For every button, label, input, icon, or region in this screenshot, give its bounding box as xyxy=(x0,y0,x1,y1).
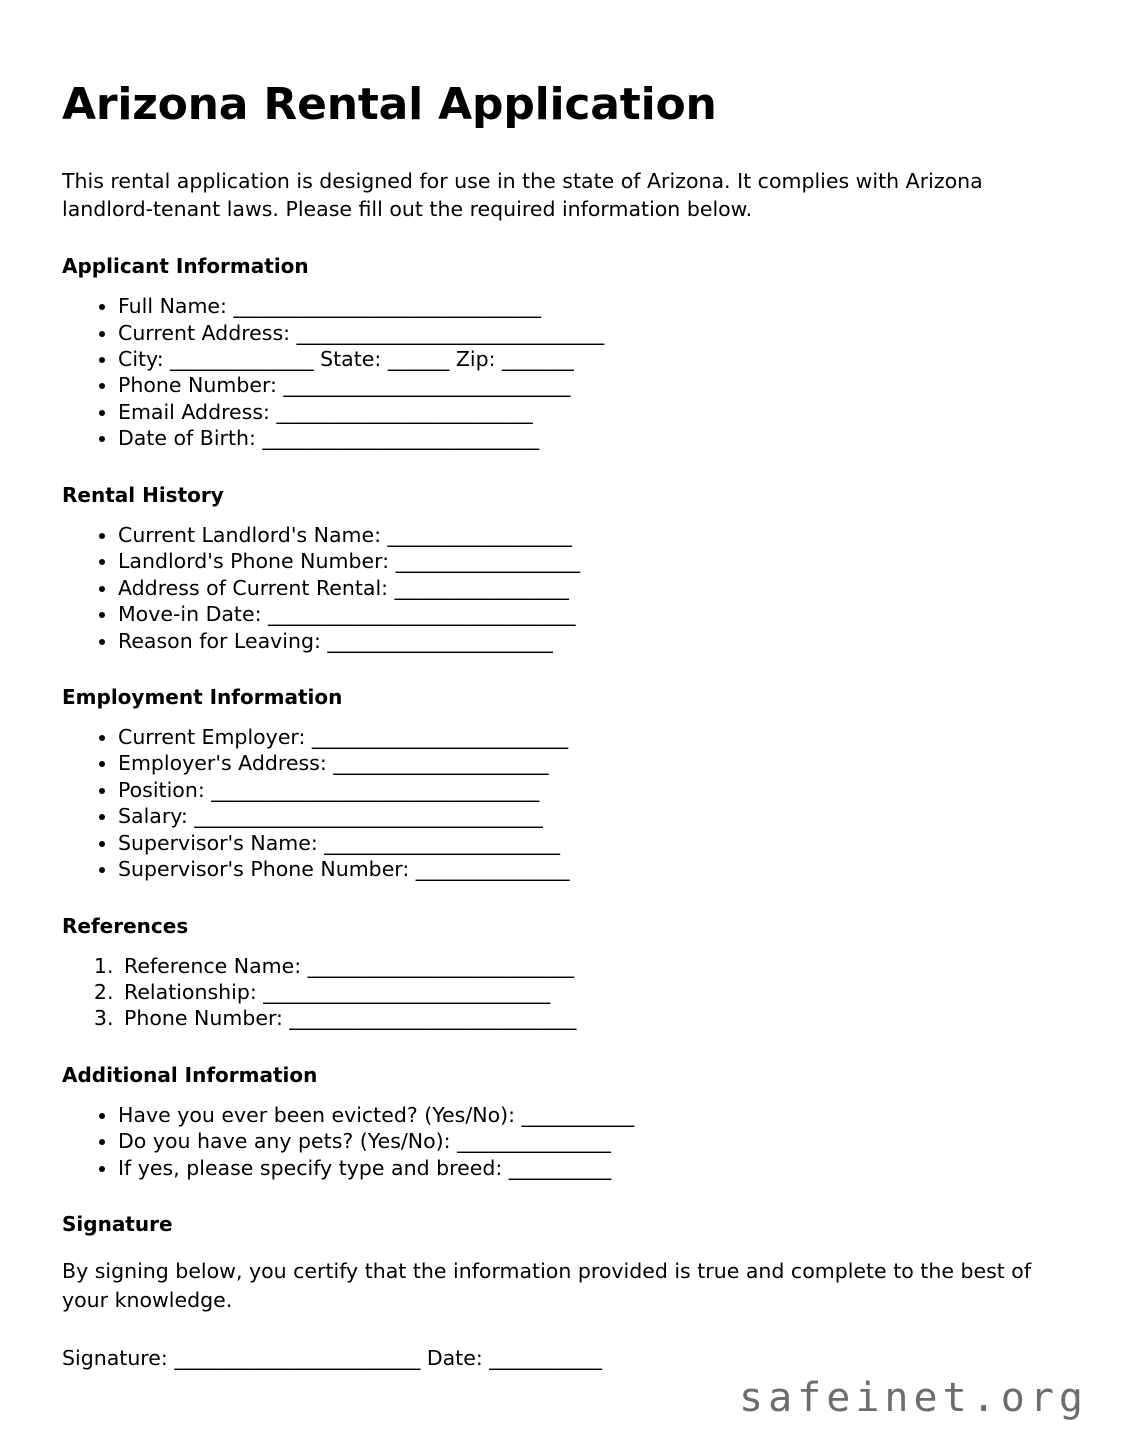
section-heading-applicant-information: Applicant Information xyxy=(62,254,309,279)
list-item: • Date of Birth: ___________________________ xyxy=(118,425,1062,451)
list-item: • Full Name: ______________________________ xyxy=(118,293,1062,319)
list-item: • Supervisor's Phone Number: _______________ xyxy=(118,856,1062,882)
rental-history-list xyxy=(62,522,1062,654)
page-title: Arizona Rental Application xyxy=(62,79,717,130)
list-item: • Do you have any pets? (Yes/No): _______________ xyxy=(118,1128,1062,1154)
list-item: • Have you ever been evicted? (Yes/No): ___________ xyxy=(118,1102,1062,1128)
section-heading-rental-history: Rental History xyxy=(62,482,224,507)
list-item: • Current Landlord's Name: __________________ xyxy=(118,522,1062,548)
site-watermark: safeinet.org xyxy=(739,1375,1088,1421)
section-heading-signature: Signature xyxy=(62,1212,173,1237)
intro-paragraph: This rental application is designed for use in the state of Arizona. It complies with Arizona landlord-tenant laws. Please fill out the required information below. xyxy=(62,168,983,221)
signature-certification-text: By signing below, you certify that the information provided is true and complete to the best of your knowledge. xyxy=(62,1259,1032,1312)
list-item: • Supervisor's Name: _______________________ xyxy=(118,830,1062,856)
list-item: 1. Reference Name: __________________________ xyxy=(120,953,1062,979)
list-item: • Move-in Date: ______________________________ xyxy=(118,601,1062,627)
list-item: • Phone Number: ____________________________ xyxy=(118,372,1062,398)
signature-and-date-line: Signature: ________________________ Date: ___________ xyxy=(62,1345,603,1370)
list-item: • Reason for Leaving: ______________________ xyxy=(118,628,1062,654)
additional-information-list xyxy=(62,1102,1062,1181)
list-item: • Salary: __________________________________ xyxy=(118,803,1062,829)
applicant-information-list xyxy=(62,293,1062,452)
references-list xyxy=(62,953,1062,1032)
section-heading-additional-information: Additional Information xyxy=(62,1062,318,1087)
list-item: • If yes, please specify type and breed: __________ xyxy=(118,1155,1062,1181)
employment-information-list xyxy=(62,724,1062,883)
list-item: • Landlord's Phone Number: __________________ xyxy=(118,548,1062,574)
list-item: • Address of Current Rental: _________________ xyxy=(118,575,1062,601)
list-item: • Current Employer: _________________________ xyxy=(118,724,1062,750)
list-item: • Current Address: ______________________________ xyxy=(118,320,1062,346)
list-item: • Email Address: _________________________ xyxy=(118,399,1062,425)
list-item: • Employer's Address: _____________________ xyxy=(118,750,1062,776)
section-heading-references: References xyxy=(62,913,189,938)
list-item: • Position: ________________________________ xyxy=(118,777,1062,803)
list-item: • City: ______________ State: ______ Zip: _______ xyxy=(118,346,1062,372)
section-heading-employment-information: Employment Information xyxy=(62,684,343,709)
list-item: 3. Phone Number: ____________________________ xyxy=(120,1005,1062,1031)
list-item: 2. Relationship: ____________________________ xyxy=(120,979,1062,1005)
